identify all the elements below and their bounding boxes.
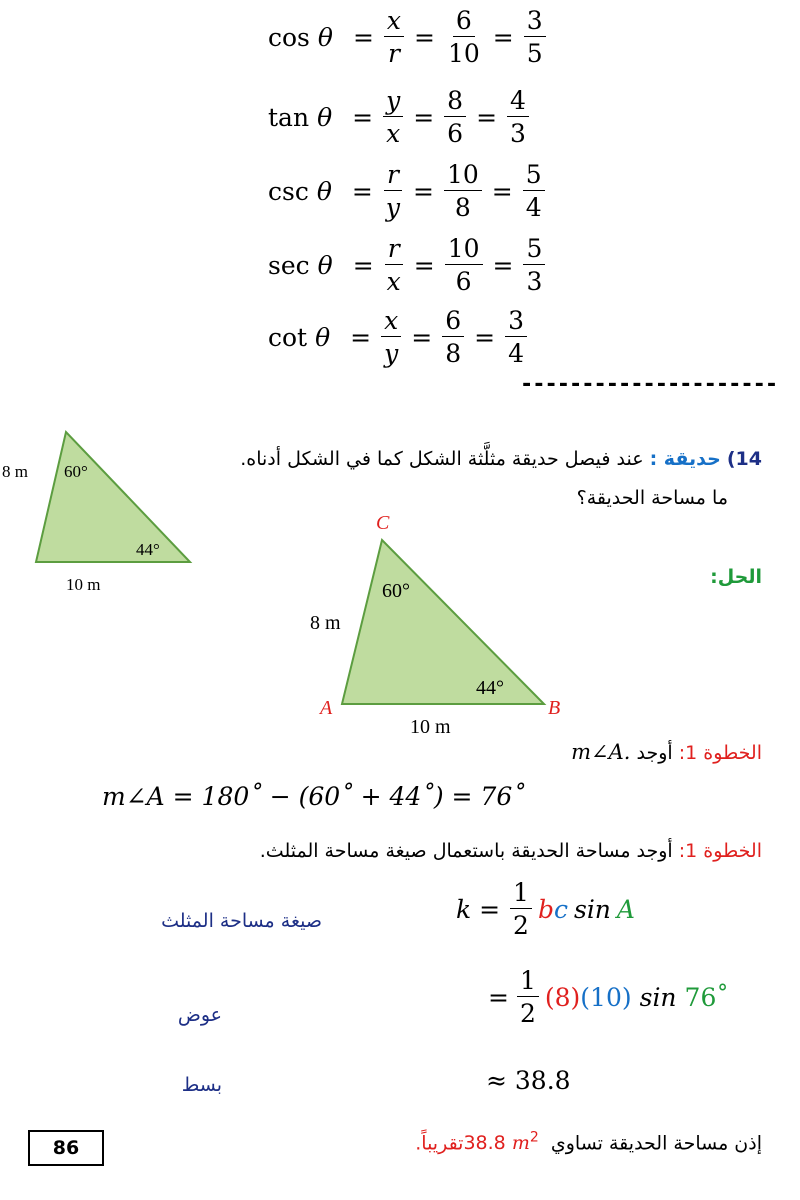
substitute-v1: (8) <box>544 982 581 1012</box>
problem-text: عند فيصل حديقة مثلَّثة الشكل كما في الشكل أدناه. <box>240 448 644 470</box>
formula-half <box>510 880 532 938</box>
substitute-sin: sin <box>639 982 677 1012</box>
substitute-note: عوض <box>177 1004 222 1026</box>
trig-row-tan <box>268 88 529 146</box>
theta-symbol: θ <box>317 250 333 280</box>
equals-sign: = <box>414 22 435 52</box>
ratio-simplified-den: 3 <box>526 267 543 296</box>
ratio-symbolic-num: r <box>385 236 403 265</box>
step1-math: m∠A. <box>571 740 631 764</box>
big-triangle-figure <box>330 530 560 710</box>
page-number: 86 <box>52 1137 80 1159</box>
ratio-symbolic <box>383 162 403 220</box>
ratio-values-den: 8 <box>454 193 471 222</box>
big-side-left: 8 m <box>310 612 341 634</box>
problem-line <box>240 448 762 470</box>
ratio-symbolic-num: x <box>381 308 401 337</box>
ratio-simplified-num: 3 <box>524 8 546 37</box>
substitute-equation <box>488 968 729 1026</box>
formula-b: b <box>537 894 554 924</box>
ratio-values-num: 10 <box>445 236 483 265</box>
theta-symbol: θ <box>317 22 333 52</box>
substitute-eq: = <box>488 982 509 1012</box>
ratio-simplified <box>507 88 529 146</box>
small-side-bottom: 10 m <box>66 575 101 594</box>
equals-sign: = <box>413 250 435 280</box>
ratio-simplified <box>505 308 527 366</box>
theta-symbol: θ <box>315 322 331 352</box>
big-triangle-shape <box>342 540 544 704</box>
conclusion-unit: m <box>511 1132 530 1155</box>
angle-equation: m∠A = 180˚ − (60˚ + 44˚) = 76˚ <box>102 782 525 811</box>
conclusion-value: 38.8 <box>463 1132 506 1155</box>
ratio-values-den: 6 <box>447 119 464 148</box>
small-triangle-shape <box>36 432 190 562</box>
ratio-symbolic-den: y <box>384 339 399 368</box>
problem-keyword: حديقة : <box>649 448 721 470</box>
substitute-half <box>517 968 539 1026</box>
conclusion-text: إذن مساحة الحديقة تساوي <box>550 1132 762 1155</box>
ratio-symbolic-den: r <box>387 39 400 68</box>
ratio-values-num: 6 <box>453 8 475 37</box>
ratio-simplified-den: 5 <box>526 39 543 68</box>
trig-fn-name: cos <box>268 22 310 52</box>
step1-label: الخطوة 1: <box>678 742 762 764</box>
ratio-simplified <box>523 162 545 220</box>
equals-sign: = <box>352 250 374 280</box>
equals-sign: = <box>491 176 513 206</box>
ratio-simplified <box>523 236 545 294</box>
formula-a: A <box>616 894 635 924</box>
trig-row-cos <box>268 8 546 66</box>
theta-symbol: θ <box>316 176 332 206</box>
ratio-values-den: 8 <box>445 339 462 368</box>
big-angle-top: 60° <box>382 580 410 602</box>
equals-sign: = <box>476 102 498 132</box>
small-side-left: 8 m <box>2 462 28 481</box>
ratio-values-num: 10 <box>444 162 482 191</box>
conclusion-exp: 2 <box>529 1130 539 1146</box>
vertex-a: A <box>320 697 333 719</box>
step2-label: الخطوة 1: <box>678 840 762 862</box>
step2-text: أوجد مساحة الحديقة باستعمال صيغة مساحة المثلث. <box>259 840 673 862</box>
trig-row-sec <box>268 236 545 294</box>
dashed-separator: --------------------- <box>520 372 778 397</box>
ratio-simplified-den: 4 <box>508 339 524 368</box>
step1-text: أوجد <box>636 742 673 764</box>
substitute-den: 2 <box>519 999 536 1028</box>
ratio-values <box>444 88 466 146</box>
ratio-simplified-den: 4 <box>525 193 542 222</box>
formula-note: صيغة مساحة المثلث <box>161 910 322 932</box>
equals-sign: = <box>352 22 374 52</box>
ratio-simplified-num: 5 <box>523 162 545 191</box>
simplify-value: ≈ 38.8 <box>486 1066 571 1095</box>
conclusion-approx: تقريباً. <box>415 1132 464 1155</box>
ratio-values <box>444 162 482 220</box>
solution-label: الحل: <box>710 566 762 588</box>
area-formula <box>456 880 635 938</box>
theta-symbol: θ <box>317 102 333 132</box>
equals-sign: = <box>411 322 433 352</box>
ratio-symbolic-num: r <box>384 162 402 191</box>
ratio-simplified-num: 4 <box>507 88 529 117</box>
trig-fn-name: sec <box>268 250 310 280</box>
trig-row-cot <box>268 308 527 366</box>
small-triangle-figure <box>0 420 200 590</box>
problem-question: ما مساحة الحديقة؟ <box>576 487 728 509</box>
substitute-angle: 76˚ <box>684 982 729 1012</box>
ratio-symbolic <box>384 236 404 294</box>
ratio-simplified-num: 5 <box>523 236 545 265</box>
page-number-box <box>28 1130 104 1166</box>
equals-sign: = <box>474 322 496 352</box>
trig-row-csc <box>268 162 545 220</box>
ratio-symbolic-num: y <box>383 88 403 117</box>
ratio-values <box>445 8 483 66</box>
formula-lhs: k = <box>456 894 501 924</box>
ratio-values <box>442 308 464 366</box>
ratio-symbolic <box>384 8 404 66</box>
big-angle-right: 44° <box>476 677 504 699</box>
vertex-c: C <box>376 512 390 534</box>
ratio-symbolic-den: y <box>385 193 400 222</box>
equals-sign: = <box>413 102 435 132</box>
ratio-values <box>445 236 483 294</box>
ratio-values-den: 10 <box>447 39 480 68</box>
step2-line <box>260 840 762 862</box>
problem-number: 14) <box>726 448 762 470</box>
ratio-simplified-den: 3 <box>510 119 526 148</box>
ratio-symbolic-den: x <box>386 119 401 148</box>
big-side-bottom: 10 m <box>410 716 451 738</box>
step1-line <box>571 740 762 764</box>
simplify-note: بسط <box>181 1074 222 1096</box>
trig-fn-name: tan <box>268 102 310 132</box>
formula-sin: sin <box>573 894 611 924</box>
equals-sign: = <box>352 102 374 132</box>
substitute-num: 1 <box>517 968 539 997</box>
equals-sign: = <box>350 322 372 352</box>
conclusion-value-group <box>463 1132 544 1154</box>
ratio-symbolic-num: x <box>384 8 404 37</box>
vertex-b: B <box>548 697 561 719</box>
ratio-values-num: 8 <box>444 88 466 117</box>
ratio-symbolic-den: x <box>386 267 401 296</box>
small-angle-right: 44° <box>136 540 160 559</box>
equals-sign: = <box>351 176 373 206</box>
trig-fn-name: cot <box>268 322 308 352</box>
formula-num: 1 <box>510 880 532 909</box>
substitute-v2: (10) <box>580 982 632 1012</box>
ratio-symbolic <box>383 88 403 146</box>
small-angle-top: 60° <box>64 462 88 481</box>
trig-fn-name: csc <box>268 176 309 206</box>
ratio-values-num: 6 <box>442 308 464 337</box>
equals-sign: = <box>492 22 514 52</box>
ratio-symbolic <box>381 308 401 366</box>
ratio-simplified-num: 3 <box>505 308 527 337</box>
formula-den: 2 <box>513 911 529 940</box>
equals-sign: = <box>492 250 514 280</box>
formula-c: c <box>553 894 568 924</box>
equals-sign: = <box>412 176 434 206</box>
ratio-simplified <box>524 8 546 66</box>
ratio-values-den: 6 <box>455 267 472 296</box>
conclusion-line <box>415 1130 762 1154</box>
